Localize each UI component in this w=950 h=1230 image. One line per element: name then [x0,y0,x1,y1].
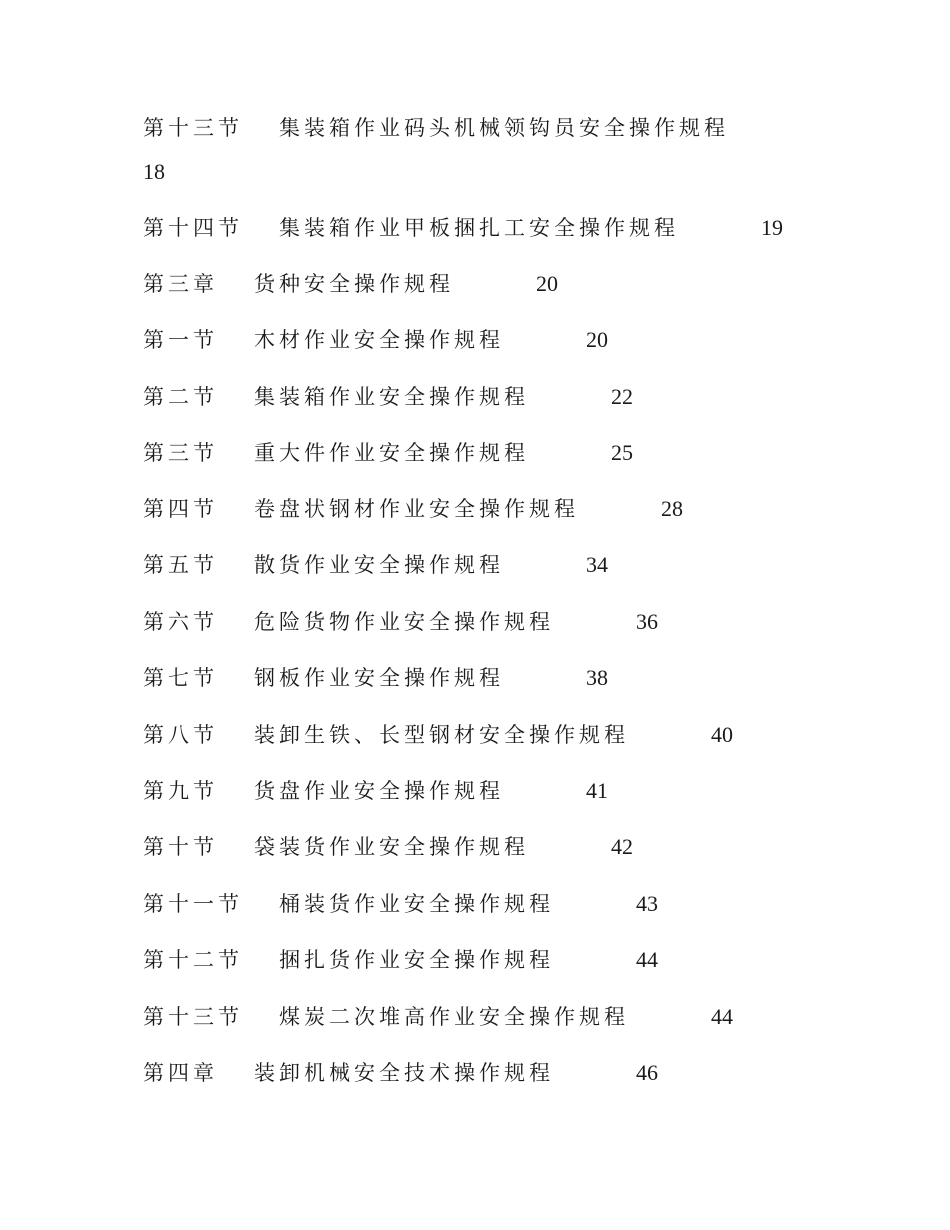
toc-entry-page: 25 [611,440,633,465]
toc-entry-label: 第十三节 [143,116,243,140]
toc-entry-page: 42 [611,834,633,859]
toc-entry-label: 第十二节 [143,948,243,972]
toc-entry-label: 第十一节 [143,892,243,916]
toc-entry-label: 第一节 [143,328,218,352]
toc-entry-label: 第三章 [143,272,218,296]
toc-entry-title: 货种安全操作规程 [254,272,454,296]
toc-entry-title: 集装箱作业安全操作规程 [254,385,529,409]
toc-entry-title: 货盘作业安全操作规程 [254,779,504,803]
toc-entry-page: 18 [143,159,165,184]
toc-entry-title: 装卸生铁、长型钢材安全操作规程 [254,723,629,747]
toc-entry-label: 第九节 [143,779,218,803]
toc-entry-page: 20 [586,327,608,352]
toc-entry-page: 38 [586,665,608,690]
toc-entry-page: 40 [711,722,733,747]
toc-entry-page: 20 [536,271,558,296]
toc-entry-page: 43 [636,891,658,916]
toc-entry-page: 22 [611,384,633,409]
toc-entry-title: 袋装货作业安全操作规程 [254,835,529,859]
toc-entry-title: 木材作业安全操作规程 [254,328,504,352]
toc-entry-page: 44 [711,1004,733,1029]
toc-entry-title: 装卸机械安全技术操作规程 [254,1061,554,1085]
toc-entry-label: 第八节 [143,723,218,747]
toc-entry-page: 36 [636,609,658,634]
toc-entry-page: 19 [761,215,783,240]
toc-entry-page: 41 [586,778,608,803]
toc-entry-title: 危险货物作业安全操作规程 [254,610,554,634]
toc-entry-label: 第四章 [143,1061,218,1085]
toc-entry-page: 46 [636,1060,658,1085]
toc-entry-title: 煤炭二次堆高作业安全操作规程 [279,1005,629,1029]
toc-entry-label: 第十三节 [143,1005,243,1029]
toc-entry-title: 集装箱作业甲板捆扎工安全操作规程 [279,216,679,240]
toc-entry-title: 集装箱作业码头机械领钩员安全操作规程 [279,116,729,140]
toc-entry-page: 44 [636,947,658,972]
toc-entry-title: 散货作业安全操作规程 [254,553,504,577]
toc-entry-label: 第六节 [143,610,218,634]
toc-entry-page: 28 [661,496,683,521]
toc-entry-label: 第二节 [143,385,218,409]
toc-entry-label: 第十四节 [143,216,243,240]
toc-entry-label: 第三节 [143,441,218,465]
toc-entry-title: 钢板作业安全操作规程 [254,666,504,690]
toc-entry-label: 第七节 [143,666,218,690]
toc-entry-label: 第四节 [143,497,218,521]
toc-entry-title: 重大件作业安全操作规程 [254,441,529,465]
toc-entry-title: 桶装货作业安全操作规程 [279,892,554,916]
toc-entry-label: 第五节 [143,553,218,577]
toc-entry-title: 捆扎货作业安全操作规程 [279,948,554,972]
toc-entry-label: 第十节 [143,835,218,859]
toc-entry-title: 卷盘状钢材作业安全操作规程 [254,497,579,521]
toc-entry-page: 34 [586,552,608,577]
